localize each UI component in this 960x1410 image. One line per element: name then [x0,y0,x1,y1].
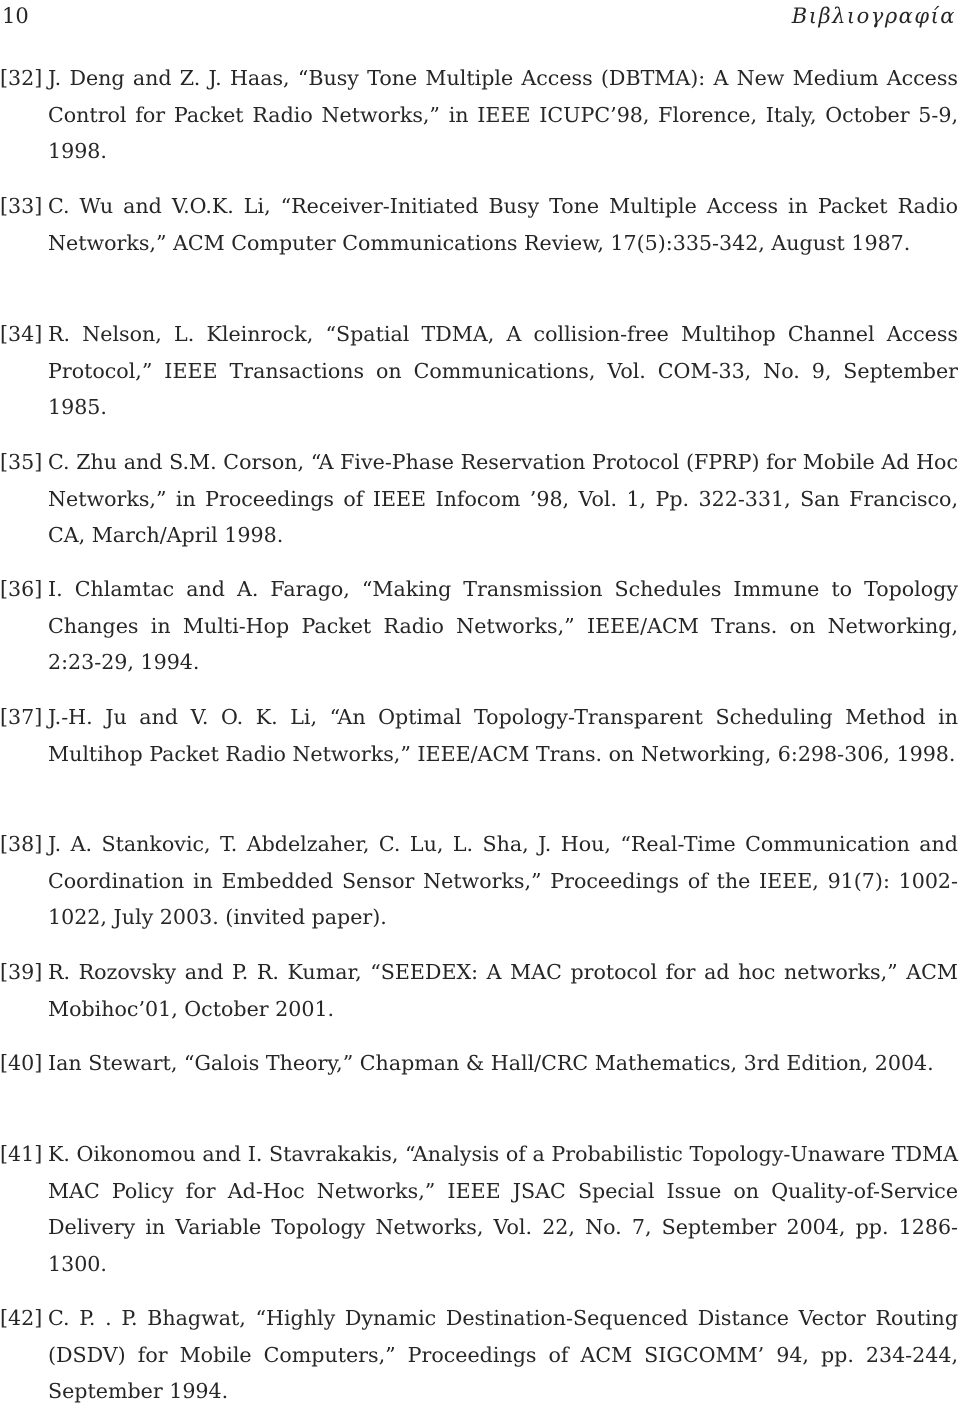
reference-number: [35] [0,450,43,474]
reference-number: [34] [0,322,43,346]
reference-item-36 [0,571,958,681]
reference-text: J. A. Stankovic, T. Abdelzaher, C. Lu, L. Sha, J. Hou, “Real-Time Communication and Coordination in Embedded Sensor Networks,” Proceedings of the IEEE, 91(7): 1002-1022, July 2003. (invited paper). [48,832,958,929]
reference-item-33 [0,188,958,261]
reference-item-38 [0,826,958,936]
reference-text: J.-H. Ju and V. O. K. Li, “An Optimal Topology-Transparent Scheduling Method in Multihop Packet Radio Networks,” IEEE/ACM Trans. on Networking, 6:298-306, 1998. [48,705,958,766]
reference-number: [36] [0,577,43,601]
reference-text: I. Chlamtac and A. Farago, “Making Transmission Schedules Immune to Topology Changes in Multi-Hop Packet Radio Networks,” IEEE/ACM Trans. on Networking, 2:23-29, 1994. [48,577,958,674]
reference-number: [37] [0,705,43,729]
reference-item-32 [0,60,958,170]
page-number: 10 [2,4,29,28]
reference-number: [40] [0,1051,43,1075]
reference-number: [32] [0,66,43,90]
reference-item-37 [0,699,958,772]
reference-text: C. Zhu and S.M. Corson, “A Five-Phase Reservation Protocol (FPRP) for Mobile Ad Hoc Networks,” in Proceedings of IEEE Infocom ’98, Vol. 1, Pp. 322-331, San Francisco, CA, March/April 1998. [48,450,958,547]
running-title: Βιβλιογραφία [791,4,956,28]
reference-text: R. Rozovsky and P. R. Kumar, “SEEDEX: A MAC protocol for ad hoc networks,” ACM Mobihoc’01, October 2001. [48,960,958,1021]
reference-text: J. Deng and Z. J. Haas, “Busy Tone Multiple Access (DBTMA): A New Medium Access Control for Packet Radio Networks,” in IEEE ICUPC’98, Florence, Italy, October 5-9, 1998. [48,66,958,163]
reference-text: R. Nelson, L. Kleinrock, “Spatial TDMA, A collision-free Multihop Channel Access Protocol,” IEEE Transactions on Communications, Vol. COM-33, No. 9, September 1985. [48,322,958,419]
reference-number: [42] [0,1306,43,1330]
reference-text: C. Wu and V.O.K. Li, “Receiver-Initiated Busy Tone Multiple Access in Packet Radio Networks,” ACM Computer Communications Review, 17(5):335-342, August 1987. [48,194,958,255]
reference-number: [39] [0,960,43,984]
reference-item-34 [0,316,958,426]
reference-number: [41] [0,1142,43,1166]
reference-item-40 [0,1045,958,1082]
reference-number: [33] [0,194,43,218]
reference-text: Ian Stewart, “Galois Theory,” Chapman & Hall/CRC Mathematics, 3rd Edition, 2004. [48,1051,934,1075]
reference-item-41 [0,1136,958,1282]
reference-text: C. P. . P. Bhagwat, “Highly Dynamic Destination-Sequenced Distance Vector Routing (DSDV) for Mobile Computers,” Proceedings of ACM SIGCOMM’ 94, pp. 234-244, September 1994. [48,1306,958,1403]
reference-item-35 [0,444,958,554]
reference-item-39 [0,954,958,1027]
reference-text: K. Oikonomou and I. Stavrakakis, “Analysis of a Probabilistic Topology-Unaware TDMA MAC Policy for Ad-Hoc Networks,” IEEE JSAC Special Issue on Quality-of-Service Delivery in Variable Topology Networks, Vol. 22, No. 7, September 2004, pp. 1286-1300. [48,1142,958,1276]
reference-number: [38] [0,832,43,856]
page-header [2,0,956,40]
reference-item-42 [0,1300,958,1410]
